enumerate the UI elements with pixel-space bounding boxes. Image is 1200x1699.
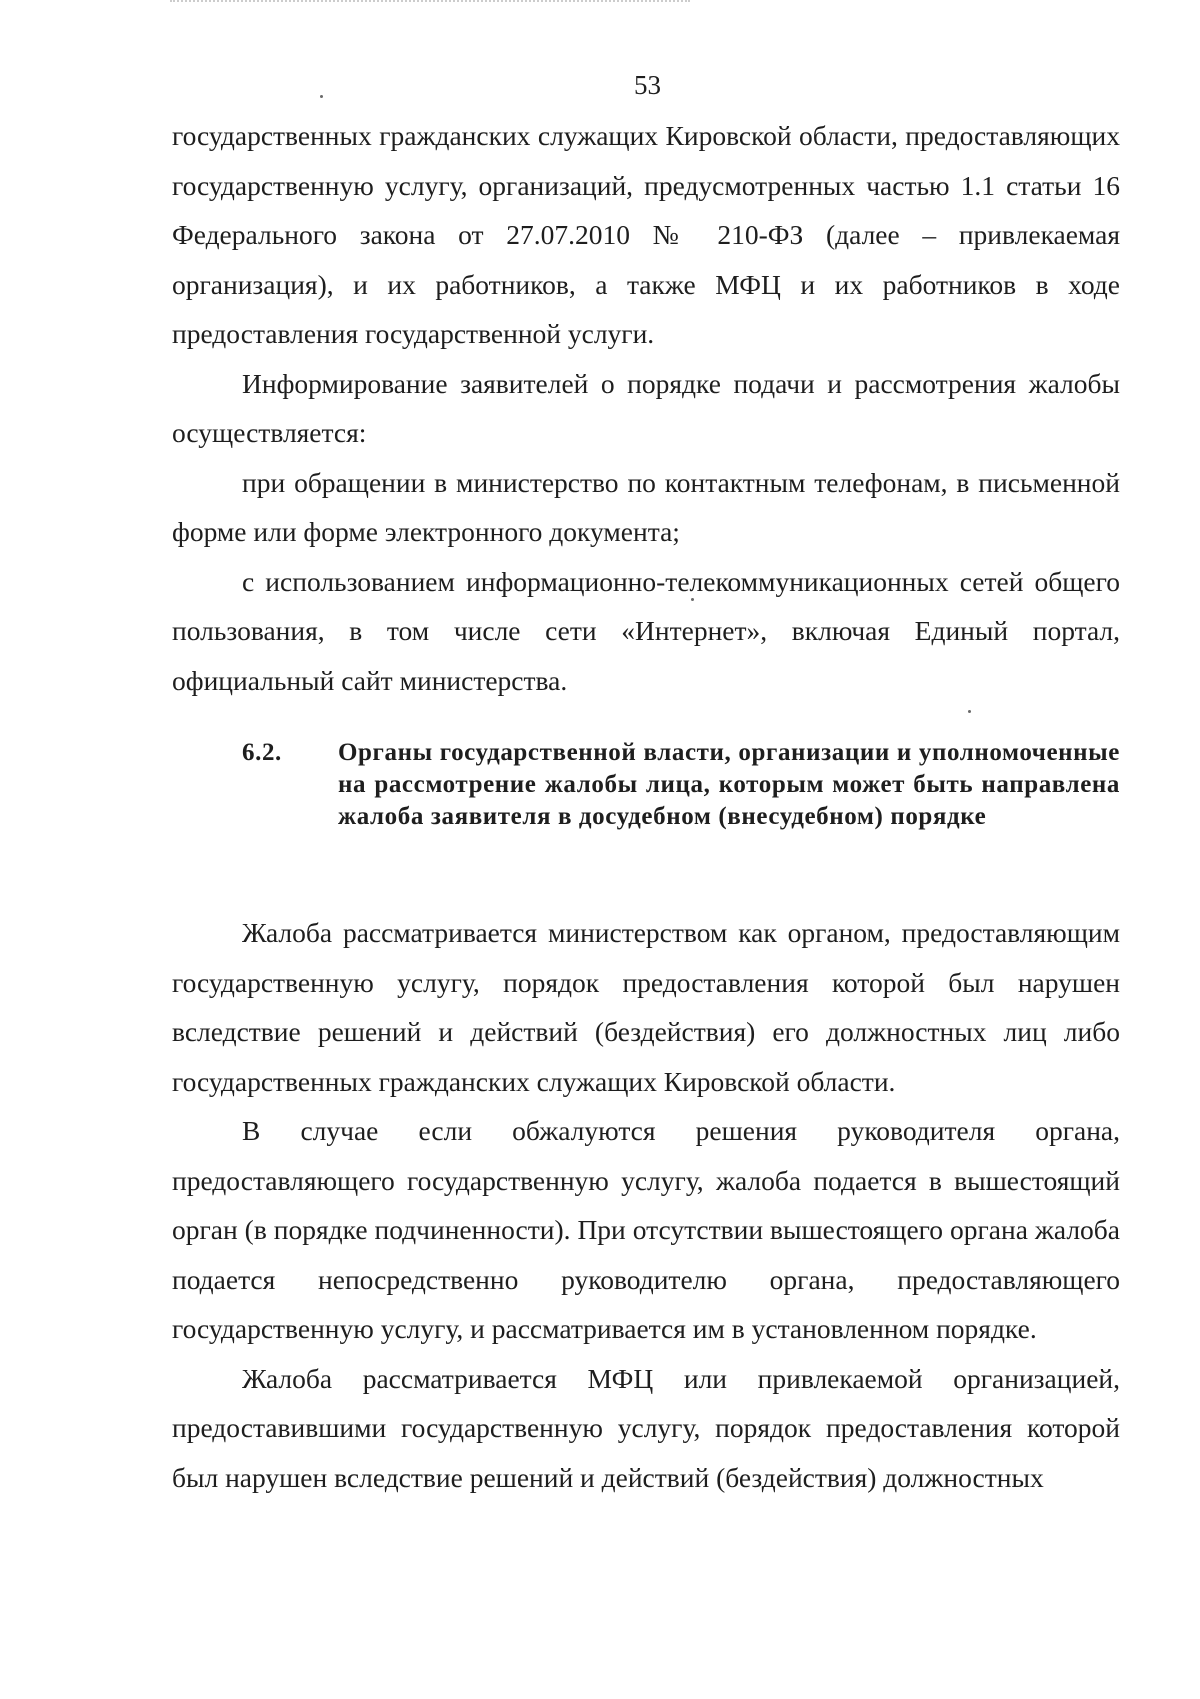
page-number: 53 <box>634 70 661 100</box>
section-heading <box>242 737 1120 833</box>
section-title: Органы государственной власти, организации и уполномоченные на рассмотрение жалобы лица, которым может быть направлена жалоба заявителя в досудебном (внесудебном) порядке <box>338 739 1120 830</box>
scan-edge-artifact <box>170 0 690 5</box>
scan-dot <box>968 710 971 713</box>
text-block-bottom <box>172 908 1120 1502</box>
paragraph: государственных гражданских служащих Кировской области, предоставляющих государственную услугу, организаций, предусмотренных частью 1.1 статьи 16 Федерального закона от 27.07.2010 № 210-ФЗ (далее – привлекаемая организация), и их работников, а также МФЦ и их работников в ходе предоставления государственной услуги. <box>172 120 1120 349</box>
scan-dot <box>691 598 694 601</box>
paragraph: Жалоба рассматривается министерством как органом, предоставляющим государственную услугу, порядок предоставления которой был нарушен вследствие решений и действий (бездействия) его должностных лиц либо государственных гражданских служащих Кировской области. <box>172 917 1120 1097</box>
paragraph: Жалоба рассматривается МФЦ или привлекаемой организацией, предоставившими государственную услугу, порядок предоставления которой был нарушен вследствие решений и действий (бездействия) должностных <box>172 1362 1120 1493</box>
scan-dot <box>320 95 323 98</box>
paragraph: при обращении в министерство по контактным телефонам, в письменной форме или форме электронного документа; <box>172 466 1120 547</box>
paragraph: Информирование заявителей о порядке подачи и рассмотрения жалобы осуществляется: <box>172 367 1120 448</box>
section-number: 6.2. <box>242 739 282 766</box>
paragraph: В случае если обжалуются решения руководителя органа, предоставляющего государственную услугу, жалоба подается в вышестоящий орган (в порядке подчиненности). При отсутствии вышестоящего органа жалоба подается непосредственно руководителю органа, предоставляющего государственную услугу, и рассматривается им в установленном порядке. <box>172 1115 1120 1344</box>
text-block-top <box>172 111 1120 705</box>
paragraph: с использованием информационно-телекоммуникационных сетей общего пользования, в том числе сети «Интернет», включая Единый портал, официальный сайт министерства. <box>172 565 1120 696</box>
